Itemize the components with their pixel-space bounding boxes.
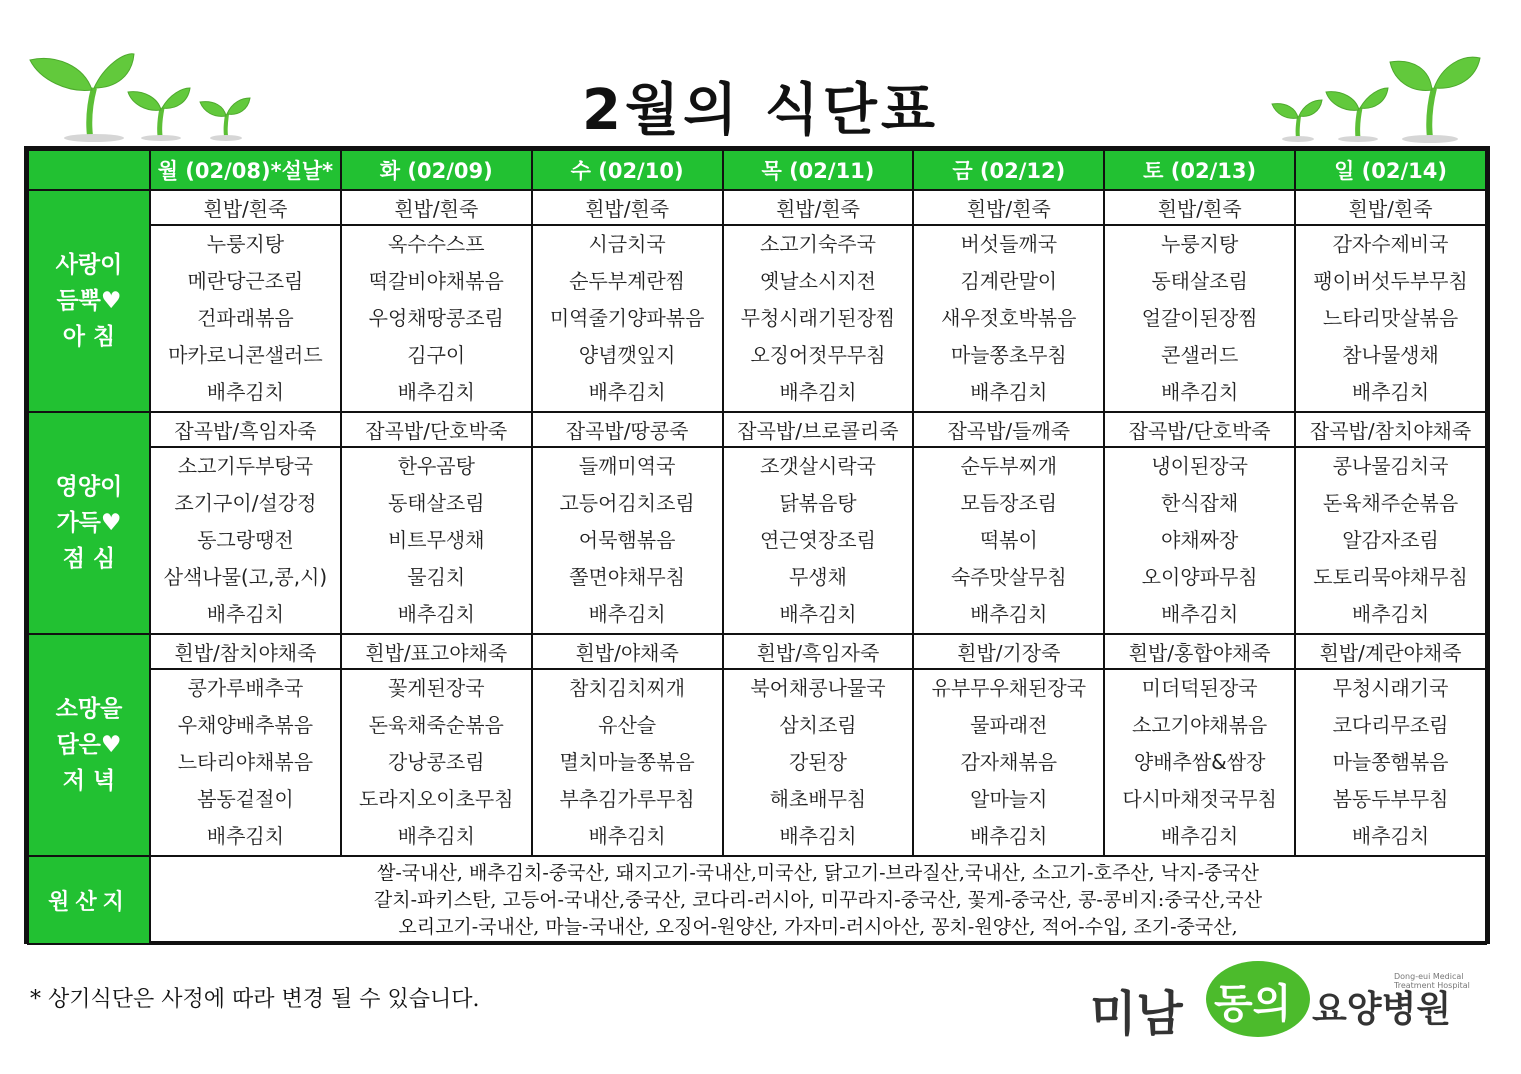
dish-item: 배추김치: [397, 380, 475, 404]
dish-item: 배추김치: [1161, 380, 1239, 404]
dishes-cell: [1104, 225, 1295, 412]
dish-item: 옥수수스프: [387, 232, 485, 256]
dishes-cell: [150, 447, 341, 634]
dish-item: 부추김가루무침: [559, 787, 695, 811]
dish-item: 배추김치: [1161, 602, 1239, 626]
dish-item: 유산슬: [598, 713, 657, 737]
porridge-cell: 흰밥/흰죽: [532, 190, 723, 225]
dish-item: 배추김치: [588, 602, 666, 626]
logo-sub-2: Treatment Hospital: [1394, 981, 1470, 990]
porridge-cell: 흰밥/흰죽: [341, 190, 532, 225]
dish-item: 돈육채주순볶음: [1322, 491, 1459, 515]
origin-label: 원산지: [28, 856, 150, 944]
dish-item: 닭볶음탕: [779, 491, 857, 515]
origin-line: 갈치-파키스탄, 고등어-국내산,중국산, 코다리-러시아, 미꾸라지-중국산, 꽃게-중국산, 콩-콩비지:중국산,국산: [373, 888, 1263, 911]
dishes-cell: [1295, 447, 1486, 634]
dish-item: 숙주맛살무침: [950, 565, 1067, 589]
meal-label-line: 저 녁: [62, 768, 116, 794]
dish-item: 봄동겉절이: [197, 787, 294, 811]
dish-item: 알감자조림: [1342, 528, 1439, 552]
dishes-cell: [341, 225, 532, 412]
dish-item: 얼갈이된장찜: [1141, 306, 1258, 330]
dish-item: 우엉채땅콩조림: [368, 306, 504, 330]
dishes-row: [28, 225, 1486, 412]
dish-item: 시금치국: [588, 232, 666, 256]
dish-item: 북어채콩나물국: [750, 676, 886, 700]
dish-item: 삼치조림: [779, 713, 857, 737]
porridge-row: [28, 190, 1486, 225]
porridge-cell: 흰밥/계란야채죽: [1295, 634, 1486, 669]
dishes-cell: [1295, 669, 1486, 856]
dishes-row: [28, 669, 1486, 856]
dish-item: 배추김치: [206, 380, 285, 404]
porridge-cell: 잡곡밥/들깨죽: [913, 412, 1104, 447]
dish-item: 팽이버섯두부무침: [1313, 269, 1468, 293]
dish-item: 모듬장조림: [960, 491, 1058, 515]
dish-item: 배추김치: [779, 824, 857, 848]
dish-item: 새우젓호박볶음: [941, 306, 1077, 330]
dish-item: 쫄면야채무침: [569, 565, 686, 589]
dish-item: 배추김치: [970, 824, 1048, 848]
porridge-cell: 흰밥/흰죽: [150, 190, 341, 225]
dish-item: 봄동두부무침: [1332, 787, 1449, 811]
meal-label-line: 아 침: [62, 324, 116, 350]
dish-item: 멸치마늘쫑볶음: [559, 750, 695, 774]
dishes-cell: [723, 225, 914, 412]
meal-label-line: 소망을: [55, 696, 123, 722]
logo-text-a: 미남: [1090, 986, 1183, 1042]
porridge-cell: 흰밥/흑임자죽: [723, 634, 914, 669]
origin-info: [150, 856, 1486, 944]
origin-line: 쌀-국내산, 배추김치-중국산, 돼지고기-국내산,미국산, 닭고기-브라질산,국내산, 소고기-호주산, 낙지-중국산: [377, 861, 1259, 884]
dish-item: 고등어김치조림: [559, 491, 695, 515]
dishes-cell: [913, 447, 1104, 634]
dish-item: 연근엿장조림: [759, 528, 876, 552]
meal-label-line: 영양이: [55, 474, 123, 500]
dishes-cell: [532, 225, 723, 412]
porridge-cell: 흰밥/기장죽: [913, 634, 1104, 669]
dish-item: 소고기두부탕국: [177, 454, 314, 478]
day-header: 목 (02/11): [723, 150, 914, 190]
dish-item: 소고기야채볶음: [1132, 713, 1268, 737]
logo-sub-1: Dong-eui Medical: [1394, 972, 1464, 981]
dish-item: 들깨미역국: [578, 454, 676, 478]
dish-item: 냉이된장국: [1151, 454, 1248, 478]
logo-text-b: 동의: [1214, 981, 1292, 1027]
porridge-row: [28, 412, 1486, 447]
change-notice: * 상기식단은 사정에 따라 변경 될 수 있습니다.: [30, 987, 480, 1012]
origin-line: 오리고기-국내산, 마늘-국내산, 오징어-원양산, 가자미-러시아산, 꽁치-원양산, 적어-수입, 조기-중국산,: [398, 915, 1238, 938]
dish-item: 콘샐러드: [1161, 343, 1239, 367]
dish-item: 배추김치: [588, 824, 666, 848]
dish-item: 도라지오이초무침: [358, 787, 514, 811]
dish-item: 조갯살시락국: [759, 454, 876, 478]
dish-item: 야채짜장: [1161, 528, 1239, 552]
dish-item: 미더덕된장국: [1141, 676, 1258, 700]
meal-label-line: 사랑이: [55, 252, 123, 278]
dishes-cell: [341, 447, 532, 634]
porridge-cell: 잡곡밥/단호박죽: [1104, 412, 1295, 447]
dish-item: 동태살조림: [1151, 269, 1248, 293]
dish-item: 배추김치: [1161, 824, 1239, 848]
porridge-row: [28, 634, 1486, 669]
dishes-cell: [532, 447, 723, 634]
dish-item: 감자수제비국: [1332, 232, 1449, 256]
day-header: 일 (02/14): [1295, 150, 1486, 190]
meal-label-line: 담은♥: [56, 732, 122, 758]
porridge-cell: 흰밥/홍합야채죽: [1104, 634, 1295, 669]
dish-item: 김계란말이: [960, 269, 1058, 293]
dish-item: 비트무생채: [387, 528, 485, 552]
porridge-cell: 흰밥/표고야채죽: [341, 634, 532, 669]
porridge-cell: 잡곡밥/흑임자죽: [150, 412, 341, 447]
dish-item: 김구이: [407, 343, 466, 367]
meal-label: [28, 412, 150, 634]
dish-item: 돈육채죽순볶음: [368, 713, 504, 737]
dish-item: 배추김치: [970, 602, 1048, 626]
meal-label-line: 점 심: [62, 546, 116, 572]
dish-item: 소고기숙주국: [759, 232, 876, 256]
dish-item: 누룽지탕: [206, 232, 285, 256]
dish-item: 물김치: [407, 565, 466, 589]
dish-item: 유부무우채된장국: [931, 676, 1087, 700]
dish-item: 배추김치: [970, 380, 1048, 404]
day-header-row: [28, 150, 1486, 190]
dish-item: 누룽지탕: [1161, 232, 1239, 256]
dishes-cell: [341, 669, 532, 856]
dish-item: 미역줄기양파볶음: [549, 306, 705, 330]
meal-label-line: 듬뿍♥: [56, 288, 122, 314]
porridge-cell: 흰밥/흰죽: [1104, 190, 1295, 225]
dish-item: 참치김치찌개: [569, 676, 686, 700]
day-header: 금 (02/12): [913, 150, 1104, 190]
dish-item: 배추김치: [1351, 824, 1430, 848]
dish-item: 마늘쫑햄볶음: [1332, 750, 1449, 774]
dish-item: 배추김치: [1351, 602, 1430, 626]
day-header: 화 (02/09): [341, 150, 532, 190]
dish-item: 어묵햄볶음: [578, 528, 676, 552]
logo-text-c: 요양병원: [1312, 988, 1452, 1030]
dish-item: 꽃게된장국: [387, 676, 485, 700]
dishes-cell: [150, 225, 341, 412]
dish-item: 배추김치: [206, 602, 285, 626]
meal-plan-table: [24, 146, 1490, 944]
dish-item: 동태살조림: [387, 491, 485, 515]
day-header: 토 (02/13): [1104, 150, 1295, 190]
dish-item: 강낭콩조림: [387, 750, 485, 774]
dish-item: 순두부계란찜: [569, 269, 686, 293]
dish-item: 참나물생채: [1342, 343, 1439, 367]
dishes-cell: [1295, 225, 1486, 412]
porridge-cell: 흰밥/흰죽: [913, 190, 1104, 225]
dish-item: 오징어젓무무침: [750, 343, 886, 367]
dish-item: 배추김치: [1351, 380, 1430, 404]
dish-item: 콩나물김치국: [1332, 454, 1449, 478]
porridge-cell: 잡곡밥/참치야채죽: [1295, 412, 1486, 447]
dishes-cell: [913, 225, 1104, 412]
dish-item: 오이양파무침: [1141, 565, 1258, 589]
dishes-cell: [1104, 669, 1295, 856]
origin-row: [28, 856, 1486, 944]
dish-item: 코다리무조림: [1332, 713, 1449, 737]
dish-item: 강된장: [788, 750, 847, 774]
dish-item: 다시마채젓국무침: [1122, 787, 1277, 811]
dishes-cell: [723, 669, 914, 856]
dish-item: 콩가루배추국: [187, 676, 304, 700]
porridge-cell: 잡곡밥/단호박죽: [341, 412, 532, 447]
dishes-cell: [150, 669, 341, 856]
dishes-cell: [913, 669, 1104, 856]
dishes-cell: [723, 447, 914, 634]
dish-item: 마늘쫑초무침: [950, 343, 1067, 367]
dish-item: 알마늘지: [970, 787, 1048, 811]
dish-item: 옛날소시지전: [759, 269, 876, 293]
porridge-cell: 흰밥/야채죽: [532, 634, 723, 669]
dish-item: 무청시래기된장찜: [740, 306, 896, 330]
dish-item: 메란당근조림: [187, 269, 304, 293]
day-header: 수 (02/10): [532, 150, 723, 190]
day-header: 월 (02/08)*설날*: [150, 150, 341, 190]
dish-item: 물파래전: [970, 713, 1048, 737]
dish-item: 해초배무침: [769, 787, 867, 811]
dish-item: 삼색나물(고,콩,시): [163, 565, 328, 589]
dish-item: 느타리맛살볶음: [1322, 306, 1459, 330]
dish-item: 한식잡채: [1161, 491, 1239, 515]
dish-item: 도토리묵야채무침: [1313, 565, 1468, 589]
dishes-cell: [532, 669, 723, 856]
dish-item: 양념깻잎지: [578, 343, 676, 367]
dish-item: 배추김치: [397, 602, 475, 626]
dish-item: 순두부찌개: [960, 454, 1058, 478]
porridge-cell: 흰밥/참치야채죽: [150, 634, 341, 669]
dish-item: 무청시래기국: [1332, 676, 1449, 700]
porridge-cell: 잡곡밥/브로콜리죽: [723, 412, 914, 447]
dish-item: 양배추쌈&쌈장: [1133, 750, 1266, 774]
meal-label: [28, 634, 150, 856]
header-corner: [28, 150, 150, 190]
dish-item: 조기구이/설강정: [174, 491, 317, 515]
dish-item: 우채양배추볶음: [177, 713, 314, 737]
dish-item: 떡갈비야채볶음: [368, 269, 504, 293]
dish-item: 배추김치: [397, 824, 475, 848]
meal-label-line: 가득♥: [56, 510, 122, 536]
dishes-row: [28, 447, 1486, 634]
porridge-cell: 잡곡밥/땅콩죽: [532, 412, 723, 447]
porridge-cell: 흰밥/흰죽: [723, 190, 914, 225]
dish-item: 버섯들깨국: [960, 232, 1058, 256]
dish-item: 배추김치: [779, 602, 857, 626]
hospital-logo: [1090, 955, 1485, 1043]
dish-item: 동그랑땡전: [197, 528, 294, 552]
dish-item: 배추김치: [588, 380, 666, 404]
dish-item: 느타리야채볶음: [177, 750, 314, 774]
porridge-cell: 흰밥/흰죽: [1295, 190, 1486, 225]
dish-item: 떡볶이: [979, 528, 1038, 552]
dish-item: 감자채볶음: [960, 750, 1058, 774]
meal-label: [28, 190, 150, 412]
dish-item: 한우곰탕: [397, 454, 475, 478]
dish-item: 무생채: [788, 565, 847, 589]
dish-item: 배추김치: [206, 824, 285, 848]
dish-item: 마카로니콘샐러드: [168, 343, 323, 367]
dish-item: 배추김치: [779, 380, 857, 404]
dishes-cell: [1104, 447, 1295, 634]
dish-item: 건파래볶음: [197, 306, 294, 330]
page-title: 2월의 식단표: [582, 78, 939, 143]
